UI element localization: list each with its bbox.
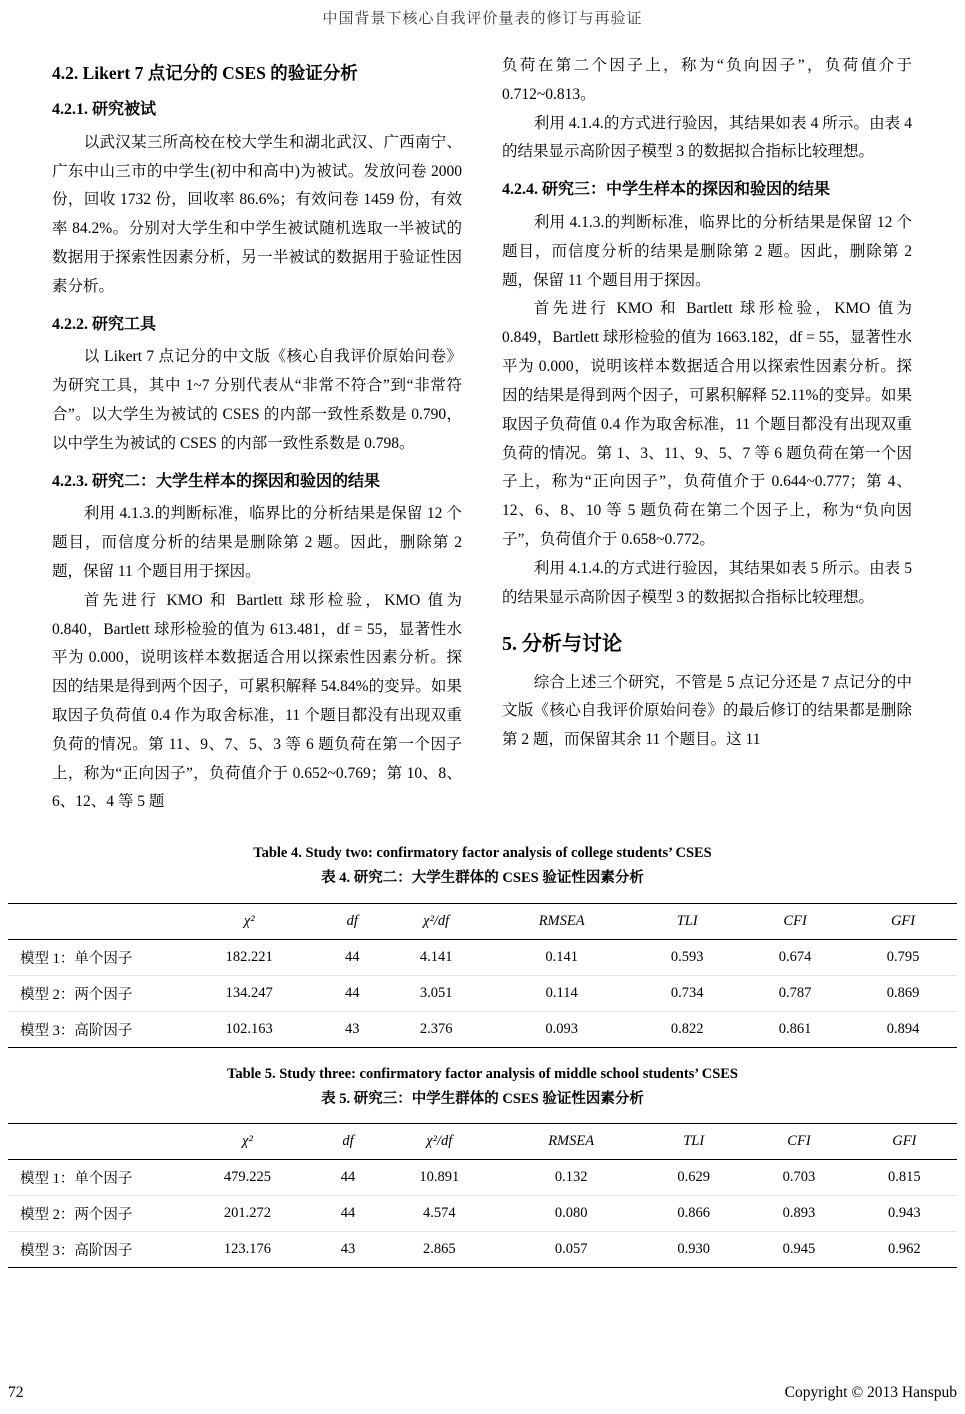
table-cell: 0.080 bbox=[501, 1196, 641, 1232]
table-cell: 0.869 bbox=[849, 975, 957, 1011]
table-cell: 44 bbox=[319, 1196, 377, 1232]
table-cell: 182.221 bbox=[225, 948, 273, 965]
table-cell: 0.962 bbox=[852, 1232, 957, 1268]
row-label: 模型 1：单个因子 bbox=[20, 950, 133, 967]
table-cell: 0.787 bbox=[741, 975, 849, 1011]
running-head-title: 中国背景下核心自我评价量表的修订与再验证 bbox=[322, 11, 643, 27]
table-4-header-row bbox=[8, 903, 957, 939]
table-row bbox=[8, 1011, 957, 1047]
table-cell: 44 bbox=[345, 948, 360, 965]
paragraph-study3-efa: 首先进行 KMO 和 Bartlett 球形检验，KMO 值为 0.849，Bartlett 球形检验的值为 1663.182，df = 55，显著性水平为 0.000，说明该样本数据适合用以探索性因素分析。探因的结果是得到两个因子，可累积解释 52.11%的变异。如果取因子负荷值 0.4 作为取舍标准，11 个题目都没有出现双重负荷的情况。第 1、3、11、9、5、7 等 6 题负荷在第一个因子上，称为“正向因子”，负荷值介于 0.644~0.777；第 4、12、6、8、10 等 5 题负荷在第二个因子上，称为“负向因子”，负荷值介于 0.658~0.772。 bbox=[502, 300, 912, 549]
section-4-2-2-heading: 4.2.2. 研究工具 bbox=[52, 315, 157, 333]
table-cell: 0.930 bbox=[641, 1232, 746, 1268]
table-cell: 0.943 bbox=[852, 1196, 957, 1232]
table-cell: 0.057 bbox=[501, 1232, 641, 1268]
row-label: 模型 2：两个因子 bbox=[8, 1196, 176, 1232]
paragraph-continuation: 负荷在第二个因子上，称为“负向因子”，负荷值介于 0.712~0.813。 bbox=[502, 57, 912, 103]
header-chi2-df: χ²/df bbox=[377, 1124, 501, 1160]
table-row bbox=[8, 975, 957, 1011]
header-model-col bbox=[8, 903, 176, 939]
table-cell: 0.795 bbox=[886, 948, 920, 965]
table-cell: 201.272 bbox=[176, 1196, 319, 1232]
table-cell: 44 bbox=[322, 975, 382, 1011]
table-cell: 4.574 bbox=[377, 1196, 501, 1232]
table-cell: 0.734 bbox=[633, 975, 741, 1011]
paragraph-instrument: 以 Likert 7 点记分的中文版《核心自我评价原始问卷》为研究工具，其中 1~7 分别代表从“非常不符合”到“非常符合”。以大学生为被试的 CSES 的内部一致性系数是 0.790，以中学生为被试的 CSES 的内部一致性系数是 0.798。 bbox=[52, 348, 462, 452]
table-cell: 0.945 bbox=[746, 1232, 851, 1268]
table-cell: 0.132 bbox=[554, 1169, 588, 1186]
table-5-block bbox=[8, 1064, 957, 1269]
tables-area bbox=[0, 817, 965, 1268]
header-chi2: χ² bbox=[176, 903, 322, 939]
table-cell: 0.893 bbox=[746, 1196, 851, 1232]
paragraph-study2-criteria: 利用 4.1.3.的判断标准，临界比的分析结果是保留 12 个题目，而信度分析的结果是删除第 2 题。因此，删除第 2 题，保留 11 个题目用于探因。 bbox=[52, 505, 462, 580]
table-4-caption-en: Table 4. Study two: confirmatory factor analysis of college students’ CSES bbox=[253, 845, 712, 862]
table-4-block bbox=[8, 843, 957, 1048]
table-cell: 0.815 bbox=[888, 1169, 921, 1186]
table-cell: 0.861 bbox=[741, 1011, 849, 1047]
header-rmsea: RMSEA bbox=[490, 903, 633, 939]
table-5-caption-en: Table 5. Study three: confirmatory factor analysis of middle school students’ CSES bbox=[226, 1065, 738, 1082]
table-cell: 123.176 bbox=[176, 1232, 319, 1268]
table-cell: 2.376 bbox=[382, 1011, 490, 1047]
paragraph-study3-cfa: 利用 4.1.4.的方式进行验因，其结果如表 5 所示。由表 5 的结果显示高阶因子模型 3 的数据拟合指标比较理想。 bbox=[502, 559, 912, 606]
header-gfi: GFI bbox=[852, 1124, 957, 1160]
header-cfi: CFI bbox=[746, 1124, 851, 1160]
row-label: 模型 3：高阶因子 bbox=[8, 1232, 176, 1268]
copyright-notice: Copyright © 2013 Hanspub bbox=[784, 1384, 957, 1401]
paragraph-study3-criteria: 利用 4.1.3.的判断标准，临界比的分析结果是保留 12 个题目，而信度分析的结果是删除第 2 题。因此，删除第 2 题，保留 11 个题目用于探因。 bbox=[502, 213, 912, 289]
table-row bbox=[8, 1196, 957, 1232]
page-footer bbox=[8, 1384, 957, 1402]
body-columns bbox=[0, 28, 965, 817]
header-rmsea: RMSEA bbox=[501, 1124, 641, 1160]
table-4 bbox=[8, 903, 957, 1048]
page-number: 72 bbox=[8, 1384, 24, 1401]
table-cell: 0.822 bbox=[633, 1011, 741, 1047]
header-chi2-df: χ²/df bbox=[382, 903, 490, 939]
table-cell: 0.674 bbox=[778, 948, 812, 965]
header-df: df bbox=[322, 903, 382, 939]
header-cfi: CFI bbox=[741, 903, 849, 939]
table-cell: 0.114 bbox=[490, 975, 633, 1011]
table-cell: 102.163 bbox=[176, 1011, 322, 1047]
table-cell: 4.141 bbox=[419, 948, 453, 965]
table-row bbox=[8, 939, 957, 975]
section-4-2-3-heading: 4.2.3. 研究二：大学生样本的探因和验因的结果 bbox=[52, 472, 381, 490]
header-gfi: GFI bbox=[849, 903, 957, 939]
section-4-2-1-heading: 4.2.1. 研究被试 bbox=[52, 101, 157, 119]
section-5-heading: 5. 分析与讨论 bbox=[502, 632, 622, 655]
table-cell: 0.703 bbox=[782, 1169, 816, 1186]
table-cell: 0.894 bbox=[849, 1011, 957, 1047]
row-label: 模型 2：两个因子 bbox=[8, 975, 176, 1011]
table-cell: 0.141 bbox=[545, 948, 578, 965]
table-cell: 0.593 bbox=[670, 948, 704, 965]
paragraph-study2-efa: 首先进行 KMO 和 Bartlett 球形检验，KMO 值为 0.840，Bartlett 球形检验的值为 613.481，df = 55，显著性水平为 0.000，说明该样本数据适合用以探索性因素分析。探因的结果是得到两个因子，可累积解释 54.84%的变异。如果取因子负荷值 0.4 作为取舍标准，11 个题目都没有出现双重负荷的情况。第 11、9、7、5、3 等 6 题负荷在第一个因子上，称为“正向因子”，负荷值介于 0.652~0.769；第 10、8、6、12、4 等 5 题 bbox=[52, 591, 462, 811]
header-model-col bbox=[8, 1124, 176, 1160]
table-cell: 43 bbox=[322, 1011, 382, 1047]
table-cell: 44 bbox=[340, 1169, 356, 1186]
table-cell: 134.247 bbox=[176, 975, 322, 1011]
paragraph-study2-cfa: 利用 4.1.4.的方式进行验因，其结果如表 4 所示。由表 4 的结果显示高阶因子模型 3 的数据拟合指标比较理想。 bbox=[502, 114, 912, 161]
left-column bbox=[52, 52, 462, 817]
table-5 bbox=[8, 1123, 957, 1268]
table-row bbox=[8, 1232, 957, 1268]
header-chi2: χ² bbox=[176, 1124, 319, 1160]
right-column bbox=[502, 52, 912, 817]
table-5-caption-zh: 表 5. 研究三：中学生群体的 CSES 验证性因素分析 bbox=[321, 1090, 644, 1107]
table-cell: 43 bbox=[319, 1232, 377, 1268]
section-4-2-4-heading: 4.2.4. 研究三：中学生样本的探因和验因的结果 bbox=[502, 181, 831, 199]
section-4-2-heading: 4.2. Likert 7 点记分的 CSES 的验证分析 bbox=[52, 63, 358, 83]
row-label: 模型 1：单个因子 bbox=[20, 1171, 133, 1188]
header-tli: TLI bbox=[633, 903, 741, 939]
table-cell: 0.866 bbox=[641, 1196, 746, 1232]
table-cell: 3.051 bbox=[382, 975, 490, 1011]
header-tli: TLI bbox=[641, 1124, 746, 1160]
table-5-header-row bbox=[8, 1124, 957, 1160]
table-cell: 479.225 bbox=[223, 1169, 271, 1186]
header-df: df bbox=[319, 1124, 377, 1160]
table-4-caption-zh: 表 4. 研究二：大学生群体的 CSES 验证性因素分析 bbox=[321, 870, 644, 887]
table-cell: 0.093 bbox=[490, 1011, 633, 1047]
paragraph-discussion: 综合上述三个研究，不管是 5 点记分还是 7 点记分的中文版《核心自我评价原始问卷》的最后修订的结果都是删除第 2 题，而保留其余 11 个题目。这 11 bbox=[502, 673, 912, 749]
table-cell: 0.629 bbox=[677, 1169, 710, 1186]
row-label: 模型 3：高阶因子 bbox=[8, 1011, 176, 1047]
paragraph-participants: 以武汉某三所高校在校大学生和湖北武汉、广西南宁、广东中山三市的中学生(初中和高中)为被试。发放问卷 2000 份，回收 1732 份，回收率 86.6%；有效问卷 1459 份，有效率 84.2%。分别对大学生和中学生被试随机选取一半被试的数据用于探索性因素分析，另一半被试的数据用于验证性因素分析。 bbox=[52, 133, 462, 295]
table-cell: 2.865 bbox=[377, 1232, 501, 1268]
table-cell: 10.891 bbox=[419, 1169, 460, 1186]
table-row bbox=[8, 1160, 957, 1196]
